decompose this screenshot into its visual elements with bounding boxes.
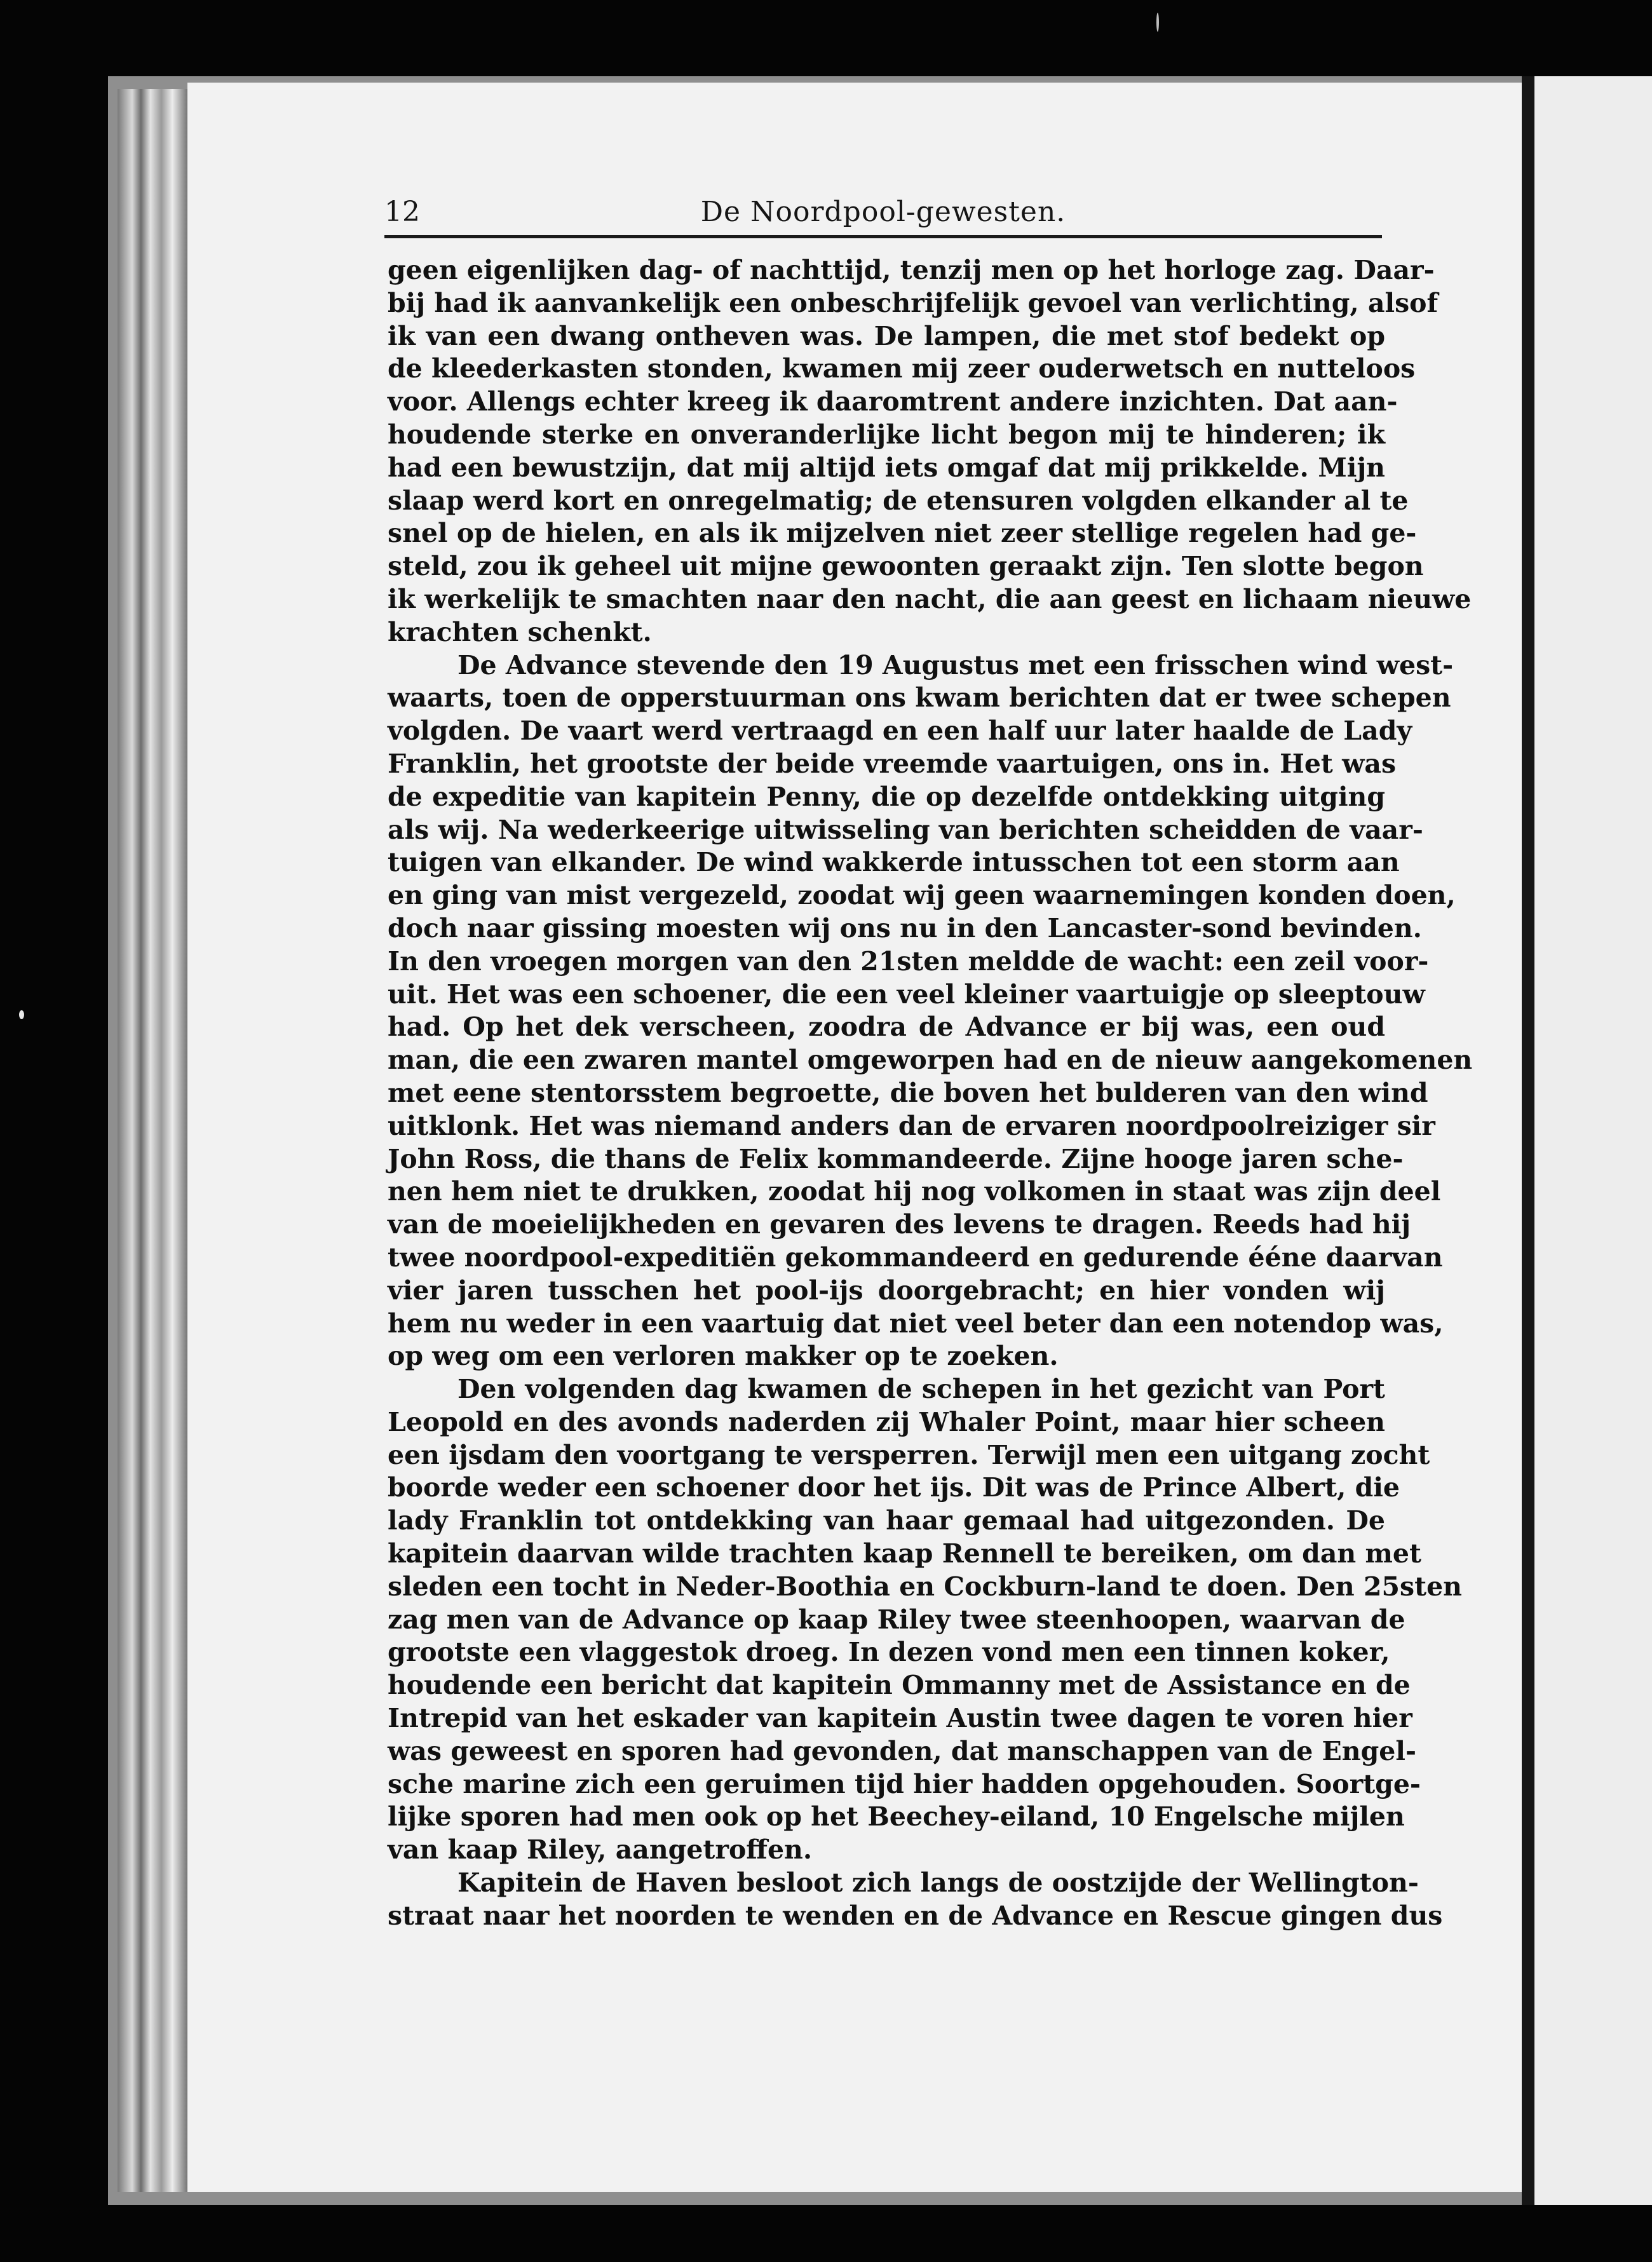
body-text	[388, 254, 1473, 1933]
text-line: nen hem niet te drukken, zoodat hij nog volkomen in staat was zijn deel	[388, 1176, 1441, 1207]
text-line: volgden. De vaart werd vertraagd en een half uur later haalde de Lady	[388, 715, 1412, 747]
text-line: een ijsdam den voortgang te versperren. Terwijl men een uitgang zocht	[388, 1439, 1430, 1470]
text-line: houdende een bericht dat kapitein Ommanny met de Assistance en de	[388, 1670, 1411, 1701]
text-line: grootste een vlaggestok droeg. In dezen vond men een tinnen koker,	[388, 1637, 1390, 1668]
text-line: Leopold en des avonds naderden zij Whaler Point, maar hier scheen	[388, 1406, 1385, 1437]
text-line: Franklin, het grootste der beide vreemde vaartuigen, ons in. Het was	[388, 748, 1397, 779]
book-binding-shadow	[1522, 76, 1534, 2205]
page-number: 12	[384, 196, 420, 228]
text-line: was geweest en sporen had gevonden, dat manschappen van de Engel-	[388, 1735, 1416, 1766]
scan-speck	[1156, 13, 1159, 32]
paragraph-4	[388, 1867, 1443, 1933]
text-line: voor. Allengs echter kreeg ik daaromtrent andere inzichten. Dat aan-	[388, 386, 1398, 417]
paragraph-2	[388, 649, 1473, 1374]
text-line: en ging van mist vergezeld, zoodat wij geen waarnemingen konden doen,	[388, 880, 1456, 911]
text-line: als wij. Na wederkeerige uitwisseling van berichten scheidden de vaar-	[388, 814, 1423, 845]
text-line: man, die een zwaren mantel omgeworpen had en de nieuw aangekomenen	[388, 1045, 1473, 1076]
text-line: uit. Het was een schoener, die een veel kleiner vaartuigje op sleeptouw	[388, 979, 1425, 1010]
text-line: slaap werd kort en onregelmatig; de etensuren volgden elkander al te	[388, 485, 1409, 516]
running-head	[384, 191, 1382, 238]
text-line: In den vroegen morgen van den 21sten meldde de wacht: een zeil voor-	[388, 945, 1429, 977]
text-line: John Ross, die thans de Felix kommandeerde. Zijne hooge jaren sche-	[388, 1143, 1404, 1174]
scan-speck	[19, 1010, 24, 1019]
text-line: ik werkelijk te smachten naar den nacht, die aan geest en lichaam nieuwe	[388, 583, 1472, 614]
text-line: had. Op het dek verscheen, zoodra de Advance er bij was, een oud	[388, 1012, 1385, 1043]
text-line: de kleederkasten stonden, kwamen mij zeer ouderwetsch en nutteloos	[388, 353, 1416, 384]
text-line: krachten schenkt.	[388, 616, 652, 647]
text-line: ik van een dwang ontheven was. De lampen, die met stof bedekt op	[388, 320, 1385, 351]
page-edges-left	[118, 89, 191, 2192]
text-line: van de moeielijkheden en gevaren des levens te dragen. Reeds had hij	[388, 1209, 1411, 1240]
text-line: zag men van de Advance op kaap Riley twee steenhoopen, waarvan de	[388, 1604, 1405, 1635]
text-line: van kaap Riley, aangetroffen.	[388, 1834, 813, 1866]
text-line: doch naar gissing moesten wij ons nu in den Lancaster-sond bevinden.	[388, 912, 1422, 944]
text-line: sleden een tocht in Neder-Boothia en Cockburn-land te doen. Den 25sten	[388, 1571, 1462, 1602]
text-line: snel op de hielen, en als ik mijzelven niet zeer stellige regelen had ge-	[388, 518, 1417, 549]
paragraph-3	[388, 1373, 1462, 1867]
facing-page-edge	[1534, 76, 1652, 2205]
paragraph-1	[388, 254, 1472, 649]
text-line: steld, zou ik geheel uit mijne gewoonten geraakt zijn. Ten slotte begon	[388, 551, 1424, 582]
text-line: met eene stentorsstem begroette, die boven het bulderen van den wind	[388, 1077, 1428, 1108]
text-line: de expeditie van kapitein Penny, die op dezelfde ontdekking uitging	[388, 781, 1385, 812]
text-line: Kapitein de Haven besloot zich langs de oostzijde der Wellington-	[457, 1867, 1419, 1899]
text-line: sche marine zich een geruimen tijd hier hadden opgehouden. Soortge-	[388, 1768, 1421, 1799]
text-line: hem nu weder in een vaartuig dat niet veel beter dan een notendop was,	[388, 1308, 1444, 1339]
text-line: kapitein daarvan wilde trachten kaap Rennell te bereiken, om dan met	[388, 1538, 1421, 1569]
text-line: twee noordpool-expeditiën gekommandeerd en gedurende ééne daarvan	[388, 1242, 1443, 1273]
text-line: Den volgenden dag kwamen de schepen in het gezicht van Port	[457, 1374, 1385, 1405]
text-line: boorde weder een schoener door het ijs. Dit was de Prince Albert, die	[388, 1472, 1400, 1503]
text-line: lijke sporen had men ook op het Beechey-eiland, 10 Engelsche mijlen	[388, 1801, 1405, 1832]
text-line: lady Franklin tot ontdekking van haar gemaal had uitgezonden. De	[388, 1505, 1385, 1536]
text-line: had een bewustzijn, dat mij altijd iets omgaf dat mij prikkelde. Mijn	[388, 452, 1385, 483]
text-line: geen eigenlijken dag- of nachttijd, tenzij men op het horloge zag. Daar-	[388, 255, 1435, 285]
text-line: tuigen van elkander. De wind wakkerde intusschen tot een storm aan	[388, 847, 1400, 878]
text-line: houdende sterke en onveranderlijke licht begon mij te hinderen; ik	[388, 419, 1385, 450]
page-heading: De Noordpool-gewesten.	[700, 196, 1066, 228]
text-line: Intrepid van het eskader van kapitein Austin twee dagen te voren hier	[388, 1703, 1412, 1734]
text-line: vier jaren tusschen het pool-ijs doorgebracht; en hier vonden wij	[388, 1275, 1385, 1306]
text-line: waarts, toen de opperstuurman ons kwam berichten dat er twee schepen	[388, 682, 1451, 714]
text-line: op weg om een verloren makker op te zoeken.	[388, 1341, 1059, 1372]
text-line: uitklonk. Het was niemand anders dan de ervaren noordpoolreiziger sir	[388, 1110, 1435, 1141]
text-line: De Advance stevende den 19 Augustus met een frisschen wind west-	[457, 649, 1454, 681]
text-line: bij had ik aanvankelijk een onbeschrijfelijk gevoel van verlichting, alsof	[388, 287, 1439, 318]
text-line: straat naar het noorden te wenden en de Advance en Rescue gingen dus	[388, 1900, 1443, 1931]
